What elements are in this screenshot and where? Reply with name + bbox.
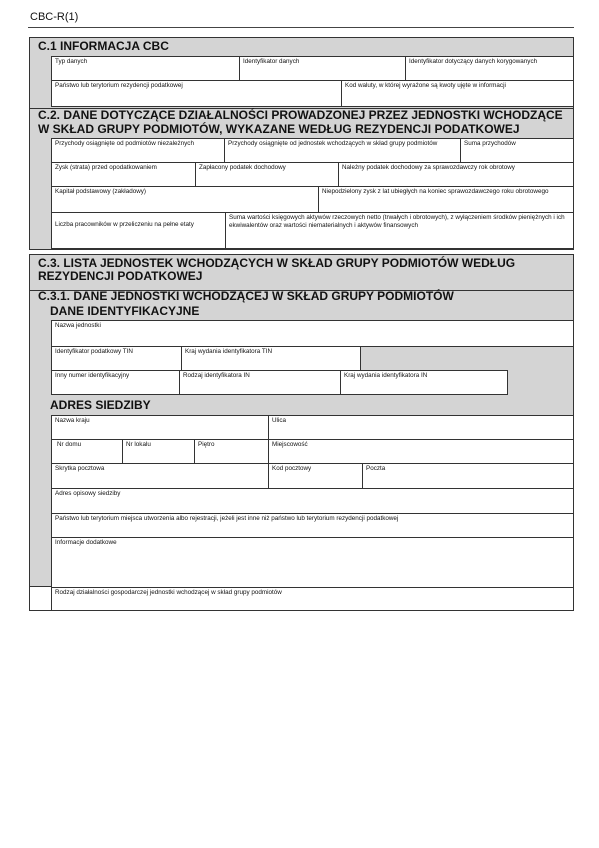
field-kod-pocztowy[interactable]: Kod pocztowy (268, 463, 363, 489)
field-niepodzielony-zysk[interactable]: Niepodzielony zysk z lat ubiegłych na koniec sprawozdawczego roku obrotowego (318, 186, 574, 213)
field-pietro[interactable]: Piętro (194, 439, 269, 464)
field-panstwo-rezydencji[interactable]: Państwo lub terytorium rezydencji podatkowej (51, 80, 342, 107)
form-code: CBC-R(1) (30, 11, 79, 23)
header-divider (28, 27, 574, 28)
field-ulica[interactable]: Ulica (268, 415, 574, 440)
section-c2-title-line1: C.2. DANE DOTYCZĄCE DZIAŁALNOŚCI PROWADZONEJ PRZEZ JEDNOSTKI WCHODZĄCE (38, 108, 563, 122)
field-nr-domu[interactable]: Nr domu (51, 439, 123, 464)
field-rodzaj-dzialalnosci[interactable]: Rodzaj działalności gospodarczej jednostki wchodzącej w skład grupy podmiotów (51, 587, 574, 611)
section-c3-title-line1: C.3. LISTA JEDNOSTEK WCHODZĄCYCH W SKŁAD GRUPY PODMIOTÓW WEDŁUG (38, 256, 516, 270)
field-typ-danych[interactable]: Typ danych (51, 56, 240, 81)
section-c3-title-line2: REZYDENCJI PODATKOWEJ (38, 269, 203, 283)
field-suma-przychodow[interactable]: Suma przychodów (460, 138, 574, 163)
field-rodzaj-in[interactable]: Rodzaj identyfikatora IN (179, 370, 341, 395)
field-inny-numer[interactable]: Inny numer identyfikacyjny (51, 370, 180, 395)
field-nazwa-jednostki[interactable]: Nazwa jednostki (51, 320, 574, 347)
field-przychody-niezaleznych[interactable]: Przychody osiągnięte od podmiotów niezależnych (51, 138, 225, 163)
field-panstwo-utworzenia[interactable]: Państwo lub terytorium miejsca utworzenia albo rejestracji, jeżeli jest inne niż państwo lub terytorium rezydencji podatkowej (51, 513, 574, 538)
subsection-adres-siedziby: ADRES SIEDZIBY (50, 398, 151, 412)
field-adres-opisowy[interactable]: Adres opisowy siedziby (51, 488, 574, 514)
field-kod-waluty[interactable]: Kod waluty, w której wyrażone są kwoty ujęte w informacji (341, 80, 574, 107)
field-liczba-pracownikow[interactable]: Liczba pracowników w przeliczeniu na pełne etaty (51, 212, 226, 249)
field-nr-lokalu[interactable]: Nr lokalu (122, 439, 195, 464)
field-nalezny-podatek[interactable]: Należny podatek dochodowy za sprawozdawczy rok obrotowy (338, 162, 574, 187)
field-identyfikator-tin[interactable]: Identyfikator podatkowy TIN (51, 346, 182, 371)
field-kraj-tin[interactable]: Kraj wydania identyfikatora TIN (181, 346, 361, 371)
field-suma-aktywow[interactable]: Suma wartości księgowych aktywów rzeczowych netto (trwałych i obrotowych), z wyłączeniem środków pieniężnych i ich ekwiwalentów oraz wartości niematerialnych i aktywów finansowych (225, 212, 574, 249)
field-kraj-in[interactable]: Kraj wydania identyfikatora IN (340, 370, 508, 395)
section-c1-title: C.1 INFORMACJA CBC (38, 39, 169, 53)
subsection-dane-identyfikacyjne: DANE IDENTYFIKACYJNE (50, 304, 200, 318)
field-informacje-dodatkowe[interactable]: Informacje dodatkowe (51, 537, 574, 588)
field-kapital[interactable]: Kapitał podstawowy (zakładowy) (51, 186, 319, 213)
field-identyfikator-danych[interactable]: Identyfikator danych (239, 56, 406, 81)
field-miejscowosc[interactable]: Miejscowość (268, 439, 574, 464)
field-poczta[interactable]: Poczta (362, 463, 574, 489)
section-c2-title-line2: W SKŁAD GRUPY PODMIOTÓW, WYKAZANE WEDŁUG REZYDENCJI PODATKOWEJ (38, 122, 520, 136)
field-identyfikator-korygowanych[interactable]: Identyfikator dotyczący danych korygowanych (405, 56, 574, 81)
section-c31-title: C.3.1. DANE JEDNOSTKI WCHODZĄCEJ W SKŁAD GRUPY PODMIOTÓW (38, 289, 454, 303)
field-zaplacony-podatek[interactable]: Zapłacony podatek dochodowy (195, 162, 339, 187)
field-zysk-strata[interactable]: Zysk (strata) przed opodatkowaniem (51, 162, 196, 187)
field-skrytka[interactable]: Skrytka pocztowa (51, 463, 269, 489)
field-przychody-grupy[interactable]: Przychody osiągnięte od jednostek wchodzących w skład grupy podmiotów (224, 138, 461, 163)
field-nazwa-kraju[interactable]: Nazwa kraju (51, 415, 269, 440)
